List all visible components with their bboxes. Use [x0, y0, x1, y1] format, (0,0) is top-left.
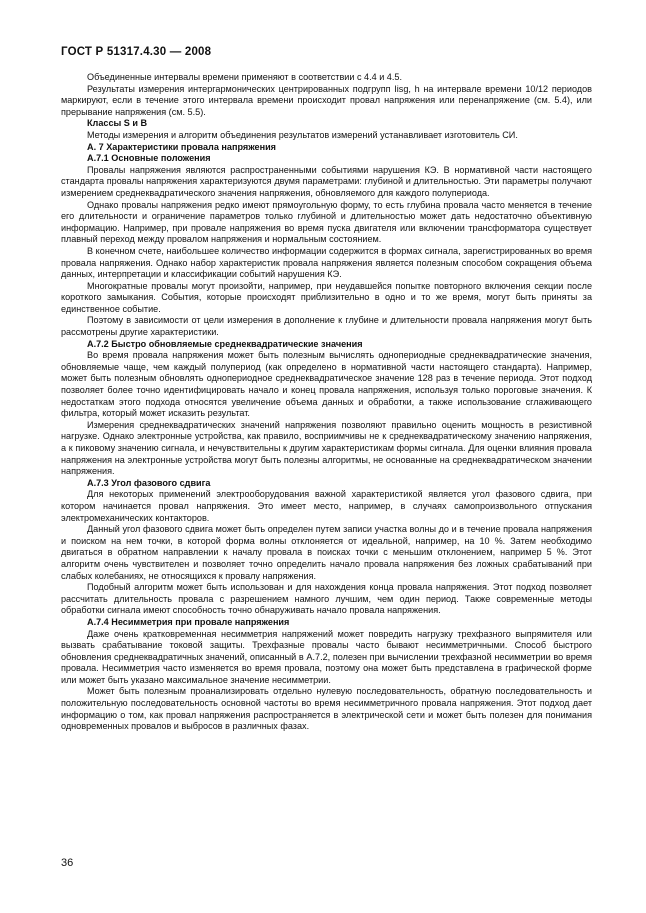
paragraph: Даже очень кратковременная несимметрия напряжений может повредить нагрузку трехфазного выпрямителя или вызвать срабатывание токовой защиты. Трехфазные провалы часто бывают несимметричными. Способ быстрого обновления среднеквадратичных значений, описанный в А.7.2, полезен при вычислении трехфазной несимметрии во время провала. Несимметрия часто изменяется во время провала, поэтому она может быть представлена в графической форме или может быть указано максимальное значение несимметрии.	[61, 628, 592, 685]
paragraph: Объединенные интервалы времени применяют в соответствии с 4.4 и 4.5.	[87, 72, 402, 82]
paragraph: Однако провалы напряжения редко имеют прямоугольную форму, то есть глубина провала часто меняется в течение его длительности и ограничение параметров только глубиной и длительностью может дать недостаточно объективную информацию. Например, при провале напряжения во время пуска двигателя или включении трансформатора существует плавный переход между провалом напряжения и нормальным состоянием.	[61, 199, 592, 245]
section-heading: Классы S и B	[87, 118, 148, 129]
section-heading: А.7.4 Несимметрия при провале напряжения	[87, 616, 290, 627]
paragraph: Провалы напряжения являются распространенными событиями нарушения КЭ. В нормативной части настоящего стандарта провалы напряжения характеризуются двумя параметрами: глубиной и длительностью. Эти параметры получают измерением среднеквадратического значения напряжения, обновляемого для каждого полупериода.	[61, 164, 592, 198]
paragraph: В конечном счете, наибольшее количество информации содержится в формах сигнала, зарегистрированных во время провала напряжения. Однако набор характеристик провала напряжения является полезным способом сокращения объема данных, интерпретации и классификации событий нарушения КЭ.	[61, 245, 592, 280]
section-heading: А.7.2 Быстро обновляемые среднеквадратические значения	[87, 338, 363, 349]
paragraph: Для некоторых применений электрооборудования важной характеристикой является угол фазового сдвига, при котором начинается провал напряжения. Это имеет место, например, в случаях самопроизвольного отпускания электромеханических контакторов.	[61, 489, 592, 523]
section-heading: А.7.3 Угол фазового сдвига	[87, 477, 211, 488]
document-header: ГОСТ Р 51317.4.30 — 2008	[61, 46, 212, 58]
paragraph: Во время провала напряжения может быть полезным вычислять однопериодные среднеквадратические значения, обновляемые чаще, чем каждый полупериод (как определено в нормативной части настоящего стандарта). Например, может быть полезным обновлять однопериодное среднеквадратическое значение 128 раз в течение периода. Этот подход позволяет более точно идентифицировать начало и конец провала напряжения, используя только пороговые значения. К недостаткам этого подхода относятся увеличение объема данных и обработки, а также использование сглаживающего фильтра, который может исказить результат.	[61, 350, 592, 419]
section-heading: А.7.1 Основные положения	[87, 153, 211, 164]
paragraph: Измерения среднеквадратических значений напряжения позволяют правильно оценить мощность в резистивной нагрузке. Однако электронные устройства, как правило, восприимчивы не к среднеквадратическому значению напряжения, а к пиковому значению сигнала, и нечувствительны к другим характеристикам формы сигнала. Для оценки влияния провала напряжения на электронные устройства могут быть полезны алгоритмы, не основанные на среднеквадратическом значении напряжения.	[61, 419, 592, 477]
paragraph: Данный угол фазового сдвига может быть определен путем записи участка волны до и в течение провала напряжения и поиском на нем точки, в которой форма волны отклоняется от идеальной, например, на 10 %. Затем необходимо двигаться в обратном направлении к началу провала в поисках точки с меньшим отклонением, например 5 %. Этот алгоритм очень чувствителен и позволяет точно определить начало провала напряжения без ложных срабатываний при слабых колебаниях, не относящихся к провалу напряжения.	[61, 524, 592, 581]
paragraph: Результаты измерения интергармонических центрированных подгрупп Iisg, h на интервале времени 10/12 периодов маркируют, если в течение этого интервала времени происходит провал напряжения или перенапряжение (см. 5.4), или прерывание напряжения (см. 5.5).	[61, 83, 592, 117]
paragraph: Многократные провалы могут произойти, например, при неудавшейся попытке повторного включения секции после короткого замыкания. События, которые происходят приблизительно в одно и то же время, могут быть приняты за единственное событие.	[61, 280, 592, 314]
page-body	[61, 72, 592, 733]
paragraph: Подобный алгоритм может быть использован и для нахождения конца провала напряжения. Этот подход позволяет рассчитать длительность провала с разрешением намного лучшим, чем один период. Также современные методы обработки сигнала имеют способность точно обнаруживать начало провала напряжения.	[61, 582, 592, 616]
paragraph: Методы измерения и алгоритм объединения результатов измерений устанавливает изготовитель СИ.	[87, 129, 518, 140]
paragraph: Может быть полезным проанализировать отдельно нулевую последовательность, обратную последовательность и положительную последовательность основной частоты во время несимметричного провала напряжения. Этот подход дает информацию о том, как провал напряжения распространяется в электрической сети и может быть полезен для понимания одновременных провалов и выбросов в различных фазах.	[61, 686, 592, 732]
paragraph: Поэтому в зависимости от цели измерения в дополнение к глубине и длительности провала напряжения могут быть рассмотрены другие характеристики.	[61, 315, 592, 338]
page-number: 36	[61, 857, 74, 869]
section-heading: А. 7 Характеристики провала напряжения	[87, 141, 276, 152]
